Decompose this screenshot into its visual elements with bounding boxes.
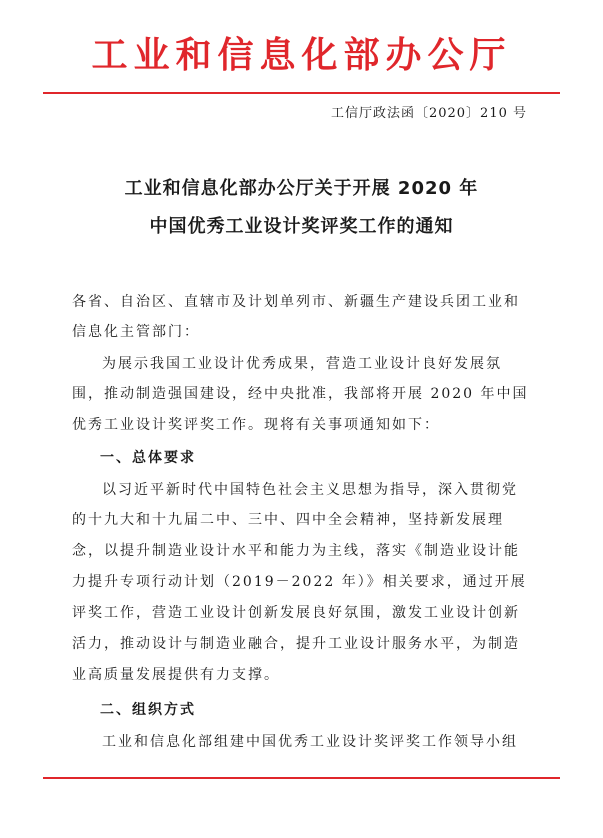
recipients-line-2: 信息化主管部门： (72, 324, 200, 340)
document-number: 工信厅政法函〔2020〕210 号 (330, 106, 527, 121)
section-1-line-1: 以习近平新时代中国特色社会主义思想为指导，深入贯彻党 (102, 482, 518, 498)
intro-line-3: 优秀工业设计奖评奖工作。现将有关事项通知如下： (72, 417, 440, 433)
section-1-line-3: 念，以提升制造业设计水平和能力为主线，落实《制造业设计能 (72, 543, 520, 559)
section-1-line-4: 力提升专项行动计划（2019－2022 年）》相关要求，通过开展 (72, 574, 527, 590)
recipients-line-1: 各省、自治区、直辖市及计划单列市、新疆生产建设兵团工业和 (72, 294, 520, 310)
section-1-line-6: 活力，推动设计与制造业融合，提升工业设计服务水平，为制造 (72, 636, 520, 652)
section-1-line-2: 的十九大和十九届二中、三中、四中全会精神，坚持新发展理 (72, 512, 504, 528)
section-1-heading: 一、总体要求 (100, 450, 196, 466)
notice-title-line-2: 中国优秀工业设计奖评奖工作的通知 (149, 216, 454, 237)
intro-line-2: 围，推动制造强国建设，经中央批准，我部将开展 2020 年中国 (72, 386, 529, 402)
footer-divider (43, 777, 560, 779)
section-1-line-7: 业高质量发展提供有力支撑。 (72, 667, 280, 683)
intro-line-1: 为展示我国工业设计优秀成果，营造工业设计良好发展氛 (102, 356, 502, 372)
section-1-line-5: 评奖工作，营造工业设计创新发展良好氛围，激发工业设计创新 (72, 605, 520, 621)
section-2-line-1: 工业和信息化部组建中国优秀工业设计奖评奖工作领导小组 (102, 734, 518, 750)
letterhead-divider (43, 92, 560, 94)
notice-title-line-1: 工业和信息化部办公厅关于开展 2020 年 (124, 178, 479, 199)
section-2-heading: 二、组织方式 (100, 702, 196, 718)
letterhead-title: 工业和信息化部办公厅 (91, 35, 512, 76)
